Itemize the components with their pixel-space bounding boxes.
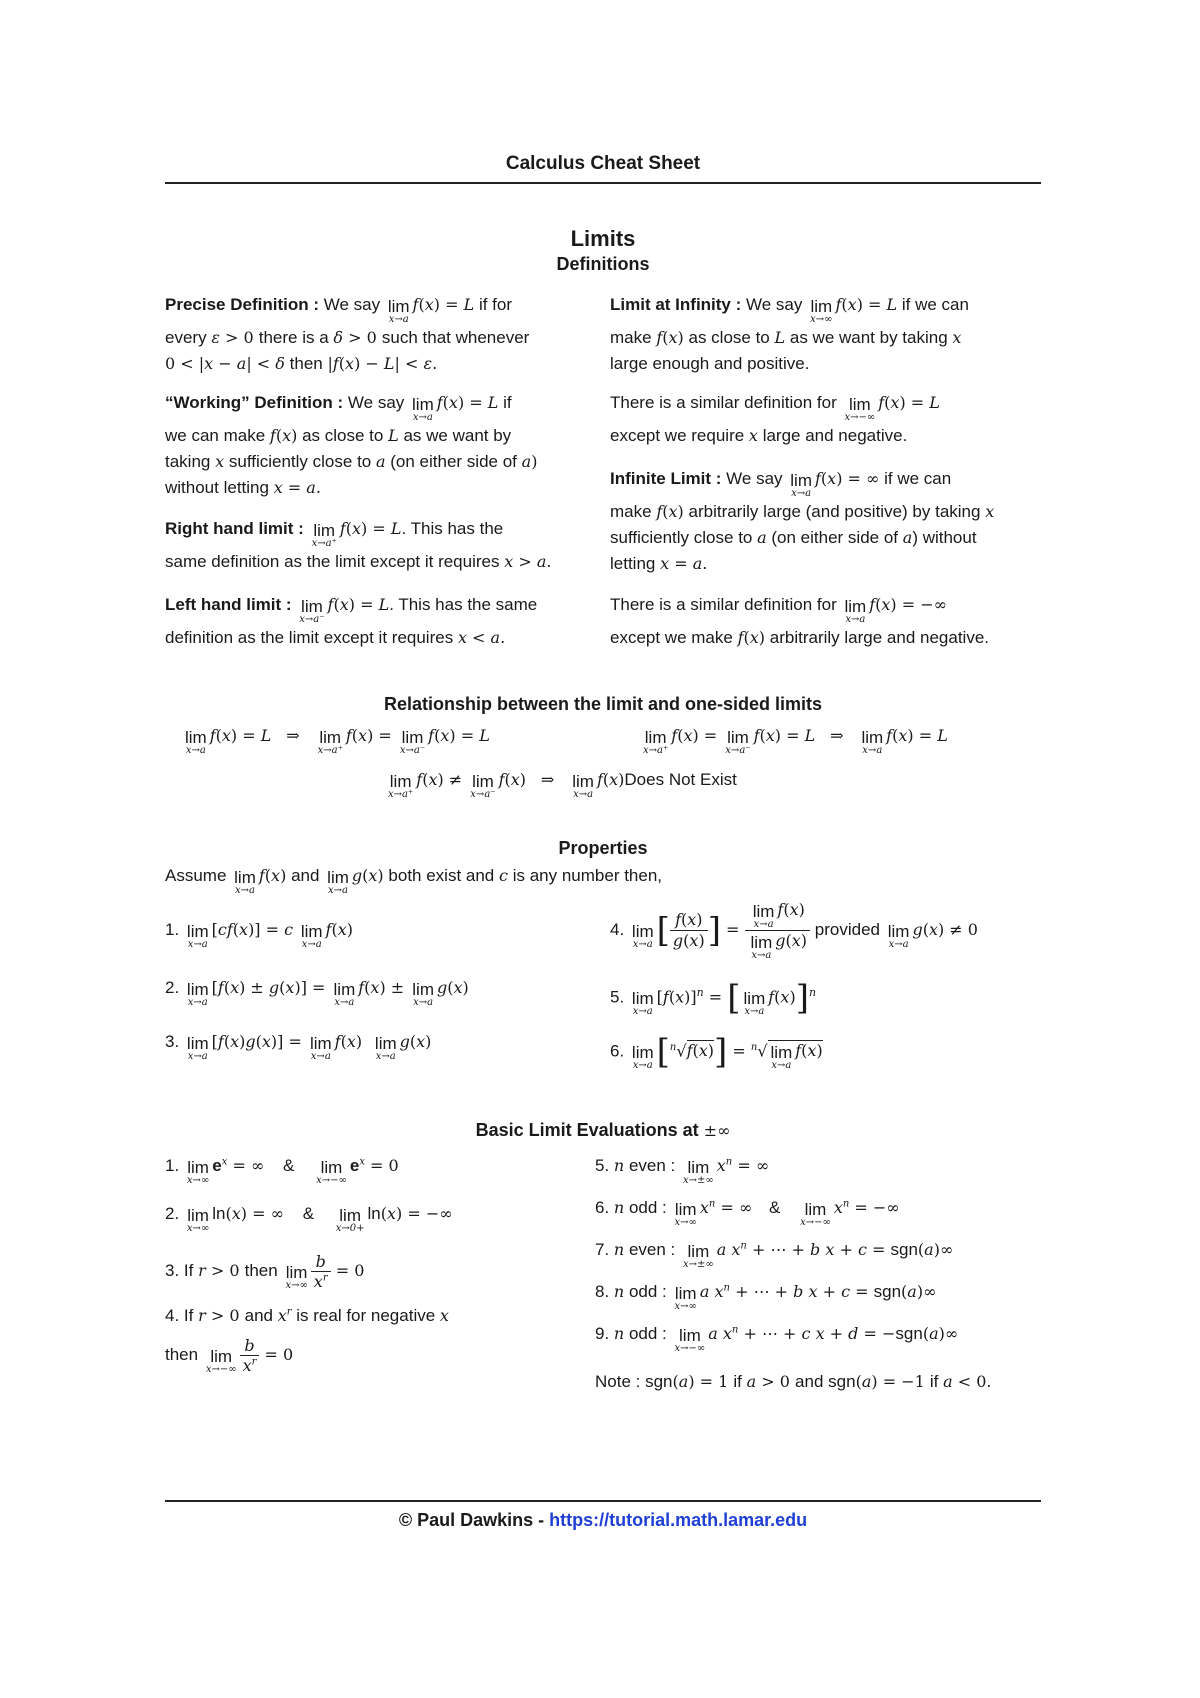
left-hand-limit-title: Left hand limit : xyxy=(165,595,292,614)
basic-limits-title: Basic Limit Evaluations at ±∞ xyxy=(475,1120,731,1140)
relationship-title: Relationship between the limit and one-sided limits xyxy=(383,694,823,714)
limit-at-infinity: Limit at Infinity : We say lim x→∞ f(x) = L if we can make f(x) as close to L as we want by taking x large enough and positive. xyxy=(610,295,969,373)
working-definition-title: “Working” Definition : xyxy=(165,393,344,412)
basic-limit-3: 3. If r > 0 then lim x→∞ $\frac{b}{x^r}$ = 0 xyxy=(165,1252,365,1291)
properties-title: Properties xyxy=(558,838,648,858)
relationship-formula-1: lim x→a f(x) = L ⇒ lim x→a⁺ f(x) = lim x→a⁻ f(x) = L xyxy=(185,726,490,756)
left-hand-limit: Left hand limit : lim x→a⁻ f(x) = L. This has the same definition as the limit except it requires x < a. xyxy=(165,595,538,647)
basic-limit-5: 5. n even : lim x→±∞ $x^n$ = ∞ xyxy=(595,1156,770,1186)
basic-limit-8: 8. n odd : lim x→∞ a $x^n$ + ⋯ + b x + c = sgn(a)∞ xyxy=(595,1282,937,1312)
basic-limit-7: 7. n even : lim x→±∞ a $x^n$ + ⋯ + b x + c = sgn(a)∞ xyxy=(595,1240,954,1270)
property-2: 2. lim x→a [f(x) ± g(x)] = lim x→a f(x) ± lim x→a g(x) xyxy=(165,978,469,1008)
infinite-limit: Infinite Limit : We say lim x→a f(x) = ∞ if we can make f(x) arbitrarily large (and positive) by taking x sufficiently close to a (on either side of a) without letting x = a. xyxy=(610,469,995,573)
relationship-formula-3: lim x→a⁺ f(x) ≠ lim x→a⁻ f(x) ⇒ lim x→a f(x)Does Not Exist xyxy=(388,770,737,800)
footer-link[interactable]: https://tutorial.math.lamar.edu xyxy=(549,1510,808,1530)
basic-limit-2: 2. lim x→∞ ln(x) = ∞ & lim x→0+ ln(x) = −∞ xyxy=(165,1204,453,1234)
property-5: 5. lim x→a $[f(x)]^n$ = [ lim x→a f(x)]$^n$ xyxy=(610,978,817,1018)
basic-limit-4-cont: then lim x→−∞ $\frac{b}{x^r}$ = 0 xyxy=(165,1336,294,1375)
property-1: 1. lim x→a [cf(x)] = c lim x→a f(x) xyxy=(165,920,353,950)
property-3: 3. lim x→a [f(x)g(x)] = lim x→a f(x) lim x→a g(x) xyxy=(165,1032,432,1062)
properties-assumption: Assume lim x→a f(x) and lim x→a g(x) both exist and c is any number then, xyxy=(165,866,663,896)
basic-limit-9: 9. n odd : lim x→−∞ a $x^n$ + ⋯ + c x + d = −sgn(a)∞ xyxy=(595,1324,959,1354)
cheat-sheet-page xyxy=(165,0,1041,1698)
property-4: 4. lim x→a [ $\frac{f(x)}{g(x)}$ ] = lim x→a f(x) lim x→a g(x) provided lim x→a g(x) ≠ 0 xyxy=(610,900,978,961)
footer-author: © Paul Dawkins - xyxy=(398,1510,545,1530)
limit-at-neg-infinity: There is a similar definition for lim x→−∞ f(x) = L except we require x large and negative. xyxy=(610,393,940,445)
infinite-limit-negative: There is a similar definition for lim x→a f(x) = −∞ except we make f(x) arbitrarily large and negative. xyxy=(610,595,989,647)
header-rule xyxy=(165,182,1041,184)
section-subtitle: Definitions xyxy=(556,254,650,274)
relationship-formula-2: lim x→a⁺ f(x) = lim x→a⁻ f(x) = L ⇒ lim x→a f(x) = L xyxy=(643,726,948,756)
page-header-title: Calculus Cheat Sheet xyxy=(505,153,701,174)
basic-limit-4: 4. If r > 0 and $x^r$ is real for negative x xyxy=(165,1306,449,1325)
property-6: 6. lim x→a [$^n$√f(x)] = $^n$√ lim x→a f(x) xyxy=(610,1032,823,1072)
section-title: Limits xyxy=(570,226,636,251)
precise-definition: Precise Definition : We say lim x→a f(x) = L if for every ε > 0 there is a δ > 0 such that whenever 0 < |x − a| < δ then |f(x) − L| < ε. xyxy=(165,295,530,373)
basic-limit-1: 1. lim x→∞ $e^x$ = ∞ & lim x→−∞ $e^x = 0$ xyxy=(165,1156,399,1186)
limit-at-infinity-title: Limit at Infinity : xyxy=(610,295,742,314)
basic-limit-note: Note : sgn(a) = 1 if a > 0 and sgn(a) = −1 if a < 0. xyxy=(595,1372,992,1391)
footer xyxy=(165,1510,1041,1531)
does-not-exist-text: Does Not Exist xyxy=(624,770,737,789)
right-hand-limit: Right hand limit : lim x→a⁺ f(x) = L. This has the same definition as the limit except it requires x > a. xyxy=(165,519,552,571)
footer-rule xyxy=(165,1500,1041,1502)
right-hand-limit-title: Right hand limit : xyxy=(165,519,304,538)
working-definition: “Working” Definition : We say lim x→a f(x) = L if we can make f(x) as close to L as we want by taking x sufficiently close to a (on either side of a) without letting x = a. xyxy=(165,393,538,497)
basic-limit-6: 6. n odd : lim x→∞ $x^n$ = ∞ & lim x→−∞ $x^n$ = −∞ xyxy=(595,1198,900,1228)
infinite-limit-title: Infinite Limit : xyxy=(610,469,722,488)
precise-definition-title: Precise Definition : xyxy=(165,295,319,314)
